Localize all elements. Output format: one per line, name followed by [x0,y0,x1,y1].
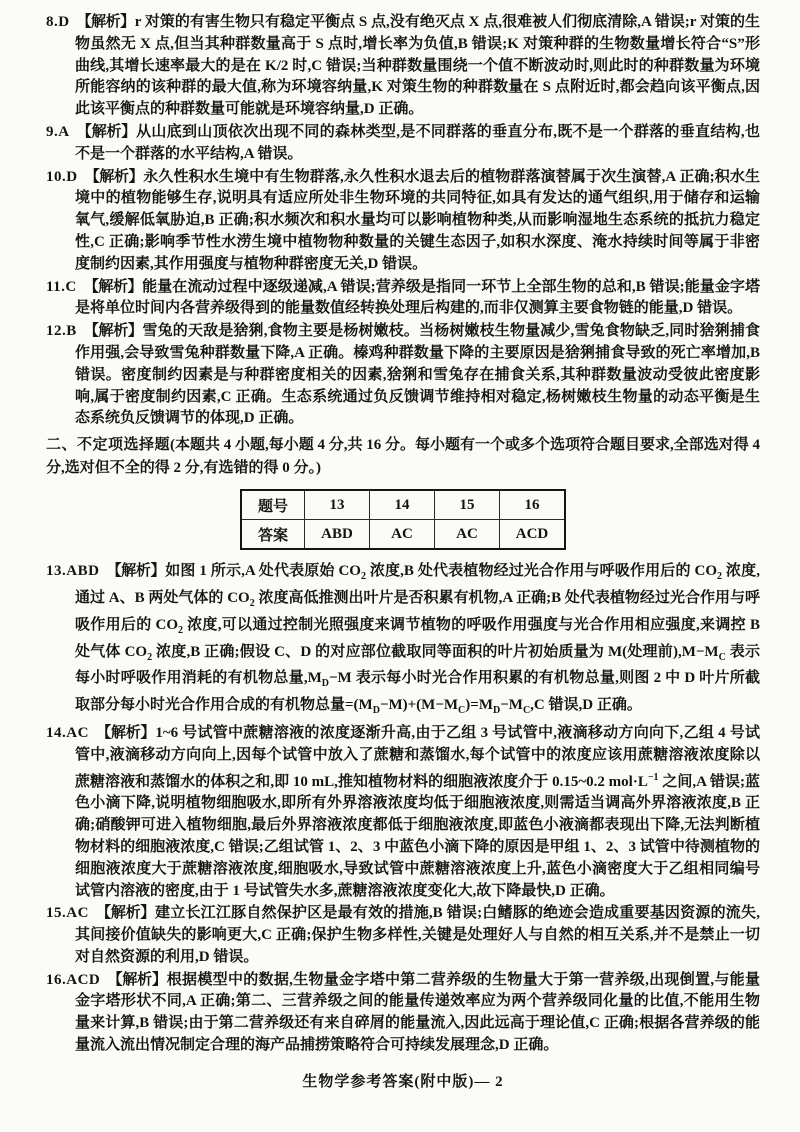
item-number-answer: 15.AC [46,905,89,922]
answer-cell: AC [370,520,435,550]
answer-item-9 [46,121,760,166]
item-number-answer: 10.D [46,168,78,185]
table-row-answers [241,520,565,550]
section-title: 二、不定项选择题 [46,436,171,454]
table-header-question: 题号 [241,490,305,520]
analysis-tag: 【解析】 [84,167,144,185]
item-explanation: 能量在流动过程中逐级递减,A 错误;营养级是指同一环节上全部生物的总和,B 错误;能量金字塔是将单位时间内各营养级得到的能量数值经转换处理后构建的,而非仅测算主要食物链的能量,D 错误。 [75,278,760,317]
item-explanation: 雪兔的天敌是猞猁,食物主要是杨树嫩枝。当杨树嫩枝生物量减少,雪兔食物缺乏,同时猞猁捕食作用强,会导致雪兔种群数量下降,A 正确。榛鸡种群数量下降的主要原因是猞猁捕食导致的死亡率增加,B 错误。密度制约因素是与种群密度相关的因素,猞猁和雪兔存在捕食关系,其种群数量波动受彼此密度影响,属于密度制约因素,C 正确。生态系统通过负反馈调节维持相对稳定,杨树嫩枝生物量的动态平衡是生态系统负反馈调节的体现,D 正确。 [75,323,760,427]
answer-cell: ACD [500,520,566,550]
item-explanation: 永久性积水生境中有生物群落,永久性积水退去后的植物群落演替属于次生演替,A 正确;积水生境中的植物能够生存,说明具有适应所处非生物环境的共同特征,如具有发达的通气组织,用于储存和运输氧气,缓解低氧胁迫,B 正确;积水频次和积水量均可以影响植物种类,从而影响湿地生态系统的抵抗力稳定性,C 正确;影响季节性水涝生境中植物物种数量的关键生态因子,如积水深度、淹水持续时间等属于非密度制约因素,其作用强度与植物种群密度无关,D 错误。 [75,168,760,272]
section-scoring-note: (本题共 4 小题,每小题 4 分,共 16 分。每小题有一个或多个选项符合题目要求,全部选对得 4 分,选对但不全的得 2 分,有选错的得 0 分。) [46,437,761,477]
item-explanation: 建立长江江豚自然保护区是最有效的措施,B 错误;白鳍豚的绝迹会造成重要基因资源的流失,其间接价值缺失的影响更大,C 正确;保护生物多样性,关键是处理好人与自然的相互关系,并不是禁止一切对自然资源的利用,D 错误。 [75,905,760,965]
item-number-answer: 12.B [46,323,77,340]
item-number-answer: 13.ABD [46,563,100,580]
analysis-tag: 【解析】 [83,322,143,340]
section-heading [46,433,760,480]
analysis-tag: 【解析】 [106,562,166,580]
item-explanation: 根据模型中的数据,生物量金字塔中第二营养级的生物量大于第一营养级,出现倒置,与能量金字塔形状不同,A 正确;第二、三营养级之间的能量传递效率应为两个营养级同化量的比值,不能用生物量来计算,B 错误;由于第二营养级还有来自碎屑的能量流入,因此远高于理论值,C 正确;根据各营养级的能量流入流出情况制定合理的海产品捕捞策略符合可持续发展理念,D 正确。 [75,971,760,1054]
item-explanation: 1~6 号试管中蔗糖溶液的浓度逐渐升高,由于乙组 3 号试管中,液滴移动方向向下,乙组 4 号试管中,液滴移动方向向上,因每个试管中放入了蔗糖和蒸馏水,每个试管中的浓度应该用蔗糖溶液浓度除以蔗糖溶液和蒸馏水的体积之和,即 10 mL,推知植物材料的细胞液浓度介于 0.15~0.2 $mol\cdot L^{-1}$ 之间,A 错误;蓝色小滴下降,说明植物细胞吸水,即所有外界溶液浓度均低于细胞液浓度,则需适当调高外界溶液浓度,B 正确;硝酸钾可进入植物细胞,最后外界溶液浓度都低于细胞液浓度,即蓝色小液滴都表现出下降,无法判断植物材料的细胞液浓度,C 错误;乙组试管 1、2、3 中蓝色小滴下降的原因是甲组 1、2、3 试管中待测植物的细胞液浓度大于蔗糖溶液浓度,细胞吸水,导致试管中蔗糖溶液浓度上升,蓝色小滴密度大于乙组相同编号试管内溶液的密度,由于 1 号试管失水多,蔗糖溶液浓度变化大,故下降最快,D 正确。 [75,724,760,899]
item-explanation: 如图 1 所示,A 处代表原始 $CO_2$ 浓度,B 处代表植物经过光合作用与呼吸作用后的 $CO_2$ 浓度,通过 A、B 两处气体的 $CO_2$ 浓度高低推测出叶片是否积累有机物,A 正确;B 处代表植物经过光合作用与呼吸作用后的 $CO_2$ 浓度,可以通过控制光照强度来调节植物的呼吸作用强度与光合作用相应强度,来调控 B 处气体 $CO_2$ 浓度,B 正确;假设 C、D 的对应部位截取同等面积的叶片初始质量为 M(处理前)$,M-M_C$ 表示每小时呼吸作用消耗的有机物总量$,M_D-M$ 表示每小时光合作用积累的有机物总量,则图 2 中 D 叶片所截取部分每小时光合作用合成的有机物总量$=(M_D-M)+(M-M_C)=M_D-M_C,C$ 错误,D 正确。 [75,563,760,717]
analysis-tag: 【解析】 [83,277,143,295]
table-header-answer: 答案 [241,520,305,550]
answer-item-13 [46,560,760,722]
item-number-answer: 14.AC [46,724,89,741]
answer-item-11 [46,276,760,321]
item-explanation: 从山底到山顶依次出现不同的森林类型,是不同群落的垂直分布,既不是一个群落的垂直结构,也不是一个群落的水平结构,A 错误。 [75,123,760,162]
analysis-tag: 【解析】 [76,122,137,140]
question-number-cell: 15 [435,490,500,520]
answer-item-14 [46,722,760,902]
answer-cell: AC [435,520,500,550]
item-number-answer: 8.D [46,14,70,30]
answer-cell: ABD [305,520,370,550]
question-number-cell: 14 [370,490,435,520]
analysis-tag: 【解析】 [95,904,156,922]
answer-item-12 [46,320,760,430]
analysis-tag: 【解析】 [76,13,135,30]
answer-item-15 [46,902,760,968]
answer-summary-table [240,489,566,550]
answer-item-8 [46,11,760,121]
analysis-tag: 【解析】 [95,723,156,741]
table-row-question-numbers [241,490,565,520]
item-number-answer: 11.C [46,278,77,295]
item-number-answer: 16.ACD [46,971,101,988]
question-number-cell: 16 [500,490,566,520]
answer-item-10 [46,166,760,276]
answer-item-16 [46,969,760,1057]
analysis-tag: 【解析】 [107,970,167,988]
item-explanation: r 对策的有害生物只有稳定平衡点 S 点,没有绝灭点 X 点,很难被人们彻底清除,A 错误;r 对策的生物虽然无 X 点,但当其种群数量高于 S 点时,增长率为负值,B 错误;K 对策种群的生物数量增长符合“S”形曲线,其增长速率最大的是在 K/2 时,C 错误;当种群数量围绕一个值不断波动时,则此时的种群数量为环境所能容纳的该种群的最大值,称为环境容纳量,K 对策生物的种群数量在 S 点附近时,都会趋向该平衡点,因此该平衡点的种群数量可能就是环境容纳量,D 正确。 [75,14,760,118]
question-number-cell: 13 [305,490,370,520]
page-footer: 生物学参考答案(附中版)— 2 [302,1073,504,1090]
item-number-answer: 9.A [46,123,70,140]
